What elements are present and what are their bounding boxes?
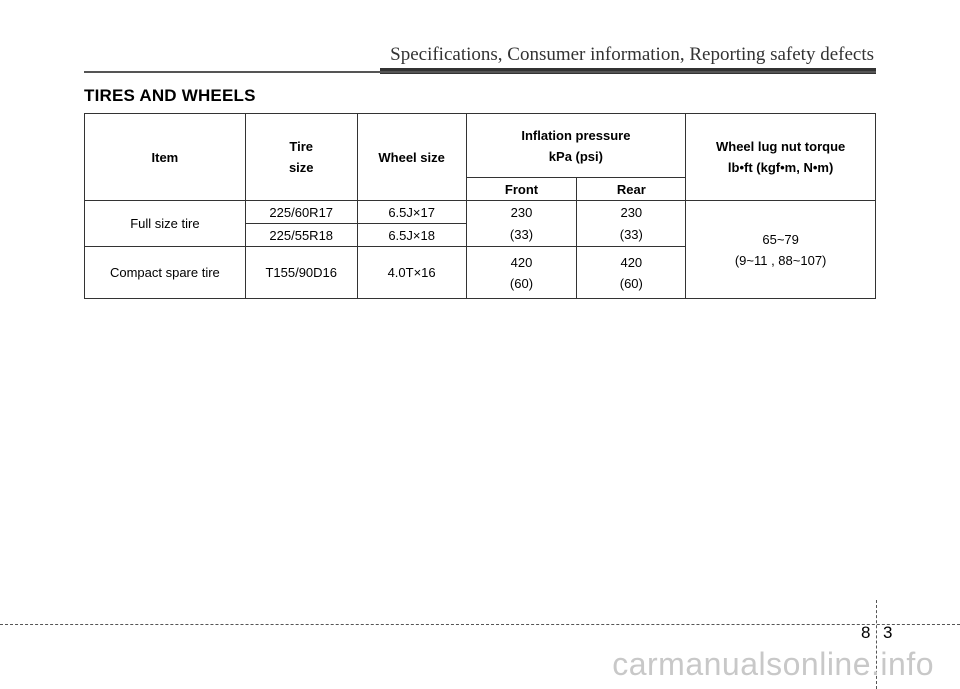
cell-rear: 230	[577, 201, 686, 224]
cell-wheel-size: 6.5J×17	[357, 201, 466, 224]
front-pressure-kpa: 420	[510, 254, 533, 270]
header-tire-size-line1: Tire	[289, 139, 314, 154]
rear-pressure-psi: (60)	[619, 275, 643, 291]
torque-value-line1: 65~79	[762, 231, 799, 247]
header-front: Front	[466, 178, 577, 201]
header-item: Item	[85, 114, 246, 201]
tires-wheels-table	[84, 113, 876, 299]
header-rear: Rear	[577, 178, 686, 201]
chapter-number: 8	[861, 623, 871, 642]
header-torque-line2: lb•ft (kgf•m, N•m)	[727, 160, 834, 175]
header-inflation-line1: Inflation pressure	[521, 127, 631, 143]
header-torque-line1: Wheel lug nut torque	[715, 139, 846, 154]
header-title: Specifications, Consumer information, Reporting safety defects	[390, 44, 874, 65]
watermark: carmanualsonline.info	[612, 646, 934, 682]
page-number: 3	[883, 623, 893, 642]
cell-wheel-size: 4.0T×16	[357, 247, 466, 299]
cell-front: 230	[466, 201, 577, 224]
front-pressure-psi: (60)	[509, 275, 534, 291]
cell-item-full-size: Full size tire	[85, 201, 246, 247]
cell-front: (33)	[466, 224, 577, 247]
section-title: TIRES AND WHEELS	[84, 86, 256, 105]
cell-rear: (33)	[577, 224, 686, 247]
footer-rule	[0, 624, 960, 625]
cell-torque	[686, 201, 876, 299]
cell-item-compact-spare: Compact spare tire	[85, 247, 246, 299]
header-tire-size	[245, 114, 357, 201]
cell-tire-size: 225/60R17	[245, 201, 357, 224]
header-inflation	[466, 114, 686, 178]
header-rule	[84, 71, 876, 73]
cell-tire-size: T155/90D16	[245, 247, 357, 299]
header-wheel-size: Wheel size	[357, 114, 466, 201]
cell-rear	[577, 247, 686, 299]
header-torque	[686, 114, 876, 201]
rear-pressure-kpa: 420	[620, 254, 643, 270]
header-tire-size-line2: size	[288, 160, 314, 175]
cell-wheel-size: 6.5J×18	[357, 224, 466, 247]
torque-value-line2: (9~11 , 88~107)	[734, 252, 827, 268]
cell-tire-size: 225/55R18	[245, 224, 357, 247]
cell-front	[466, 247, 577, 299]
header-inflation-line2: kPa (psi)	[548, 148, 603, 164]
